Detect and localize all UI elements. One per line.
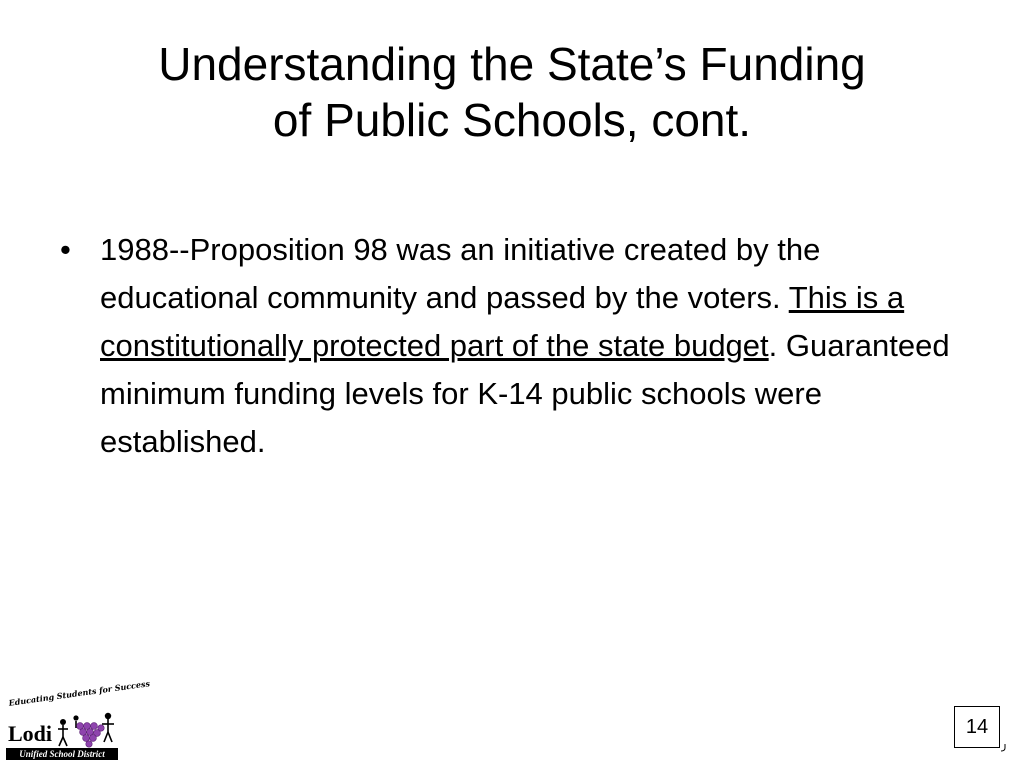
logo-name: Lodi — [8, 721, 53, 746]
bullet-text-intro: 1988--Proposition 98 was an initiative created by the educational community and passed by the voters. — [100, 232, 821, 315]
slide-title-line-1: Understanding the State’s Funding — [158, 38, 866, 90]
page-number: 14 — [954, 706, 1000, 748]
bullet-text-conclusion: . Guaranteed minimum funding levels for K-14 public schools were established. — [100, 328, 950, 459]
bullet-list — [60, 226, 980, 466]
logo-tagline: Educating Students for Success — [8, 678, 151, 708]
students-grapes-icon — [58, 708, 118, 748]
bullet-marker: • — [60, 232, 71, 267]
logo-subtitle-bar: Unified School District — [6, 748, 118, 760]
slide-title — [40, 36, 984, 148]
bullet-item — [60, 226, 980, 466]
district-logo — [6, 678, 151, 760]
slide-title-line-2: of Public Schools, cont. — [272, 94, 752, 146]
bullet-text-underlined: This is a constitutionally protected part of the state budget — [100, 280, 905, 363]
page-corner-mark — [998, 744, 1006, 752]
